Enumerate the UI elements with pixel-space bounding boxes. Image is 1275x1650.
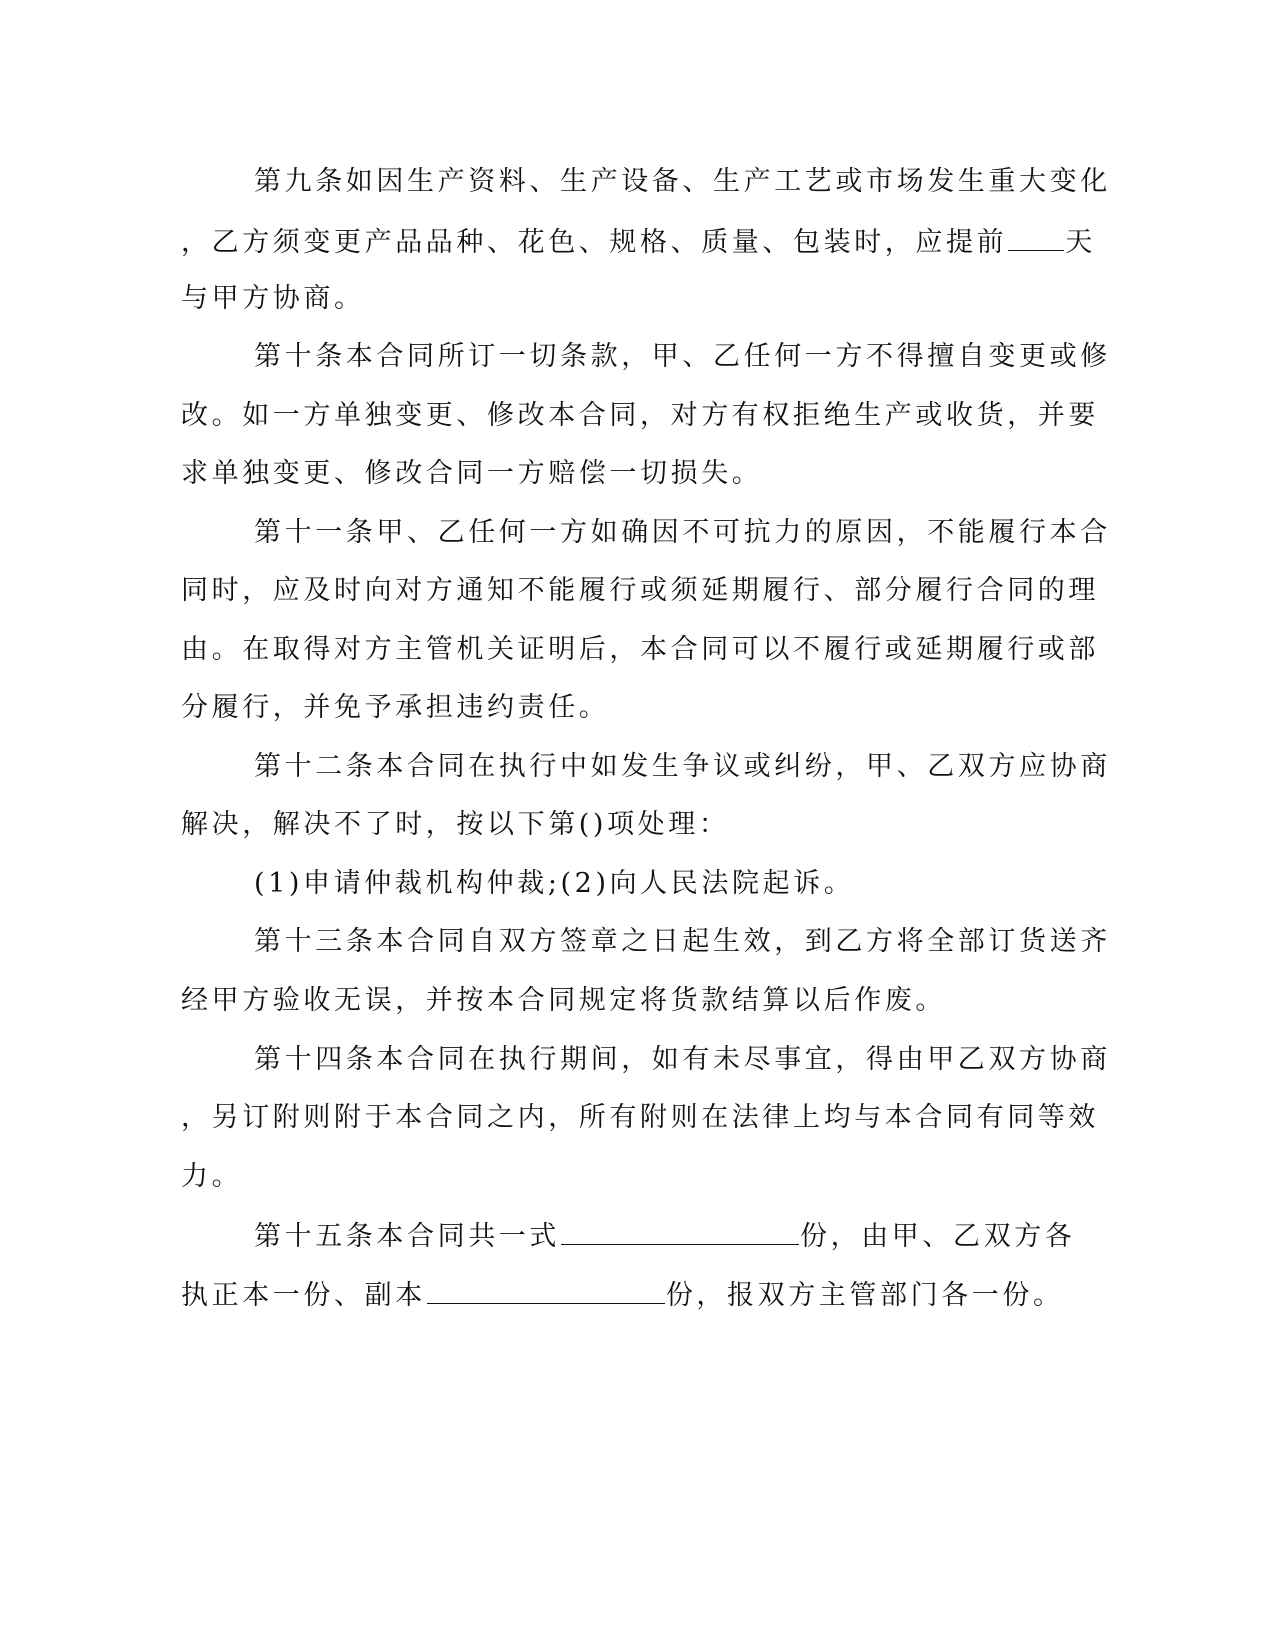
article-10-line-1: 第十条本合同所订一切条款，甲、乙任何一方不得擅自变更或修 bbox=[254, 341, 1111, 372]
article-10-line-3: 求单独变更、修改合同一方赔偿一切损失。 bbox=[181, 458, 763, 489]
copies-duplicate-blank-field[interactable] bbox=[427, 1276, 665, 1304]
article-13-line-1: 第十三条本合同自双方签章之日起生效，到乙方将全部订货送齐 bbox=[254, 926, 1111, 957]
article-12-line-2: 解决，解决不了时，按以下第()项处理： bbox=[181, 809, 730, 840]
article-11-line-1: 第十一条甲、乙任何一方如确因不可抗力的原因，不能履行本合 bbox=[254, 517, 1111, 548]
article-14-line-1: 第十四条本合同在执行期间，如有未尽事宜，得由甲乙双方协商 bbox=[254, 1044, 1111, 1075]
article-9-line-2-text: ，乙方须变更产品品种、花色、规格、质量、包装时，应提前 bbox=[181, 227, 1008, 258]
article-15-line-1 bbox=[254, 1217, 1075, 1255]
article-9-line-2 bbox=[181, 223, 1096, 261]
article-11-line-4: 分履行，并免予承担违约责任。 bbox=[181, 692, 610, 723]
article-10-line-2: 改。如一方单独变更、修改本合同，对方有权拒绝生产或收货，并要 bbox=[181, 400, 1099, 431]
article-11-line-3: 由。在取得对方主管机关证明后，本合同可以不履行或延期履行或部 bbox=[181, 634, 1099, 665]
article-15-line-2-suffix: 份，报双方主管部门各一份。 bbox=[665, 1280, 1064, 1311]
article-9-line-3: 与甲方协商。 bbox=[181, 283, 365, 314]
article-15-line-1-text: 第十五条本合同共一式 bbox=[254, 1221, 560, 1252]
article-15-line-2 bbox=[181, 1276, 1064, 1314]
days-blank-field[interactable] bbox=[1008, 223, 1064, 251]
article-9-line-2-suffix: 天 bbox=[1065, 227, 1096, 258]
article-15-line-2-text: 执正本一份、副本 bbox=[181, 1280, 426, 1311]
article-14-line-3: 力。 bbox=[181, 1161, 243, 1192]
article-14-line-2: ，另订附则附于本合同之内，所有附则在法律上均与本合同有同等效 bbox=[181, 1102, 1099, 1133]
article-9-line-1: 第九条如因生产资料、生产设备、生产工艺或市场发生重大变化 bbox=[254, 166, 1111, 197]
copies-total-blank-field[interactable] bbox=[561, 1217, 799, 1245]
article-12-line-1: 第十二条本合同在执行中如发生争议或纠纷，甲、乙双方应协商 bbox=[254, 751, 1111, 782]
article-13-line-2: 经甲方验收无误，并按本合同规定将货款结算以后作废。 bbox=[181, 985, 946, 1016]
article-12-line-3: (1)申请仲裁机构仲裁;(2)向人民法院起诉。 bbox=[254, 868, 855, 899]
article-15-line-1-suffix: 份，由甲、乙双方各 bbox=[800, 1221, 1076, 1252]
article-11-line-2: 同时，应及时向对方通知不能履行或须延期履行、部分履行合同的理 bbox=[181, 575, 1099, 606]
